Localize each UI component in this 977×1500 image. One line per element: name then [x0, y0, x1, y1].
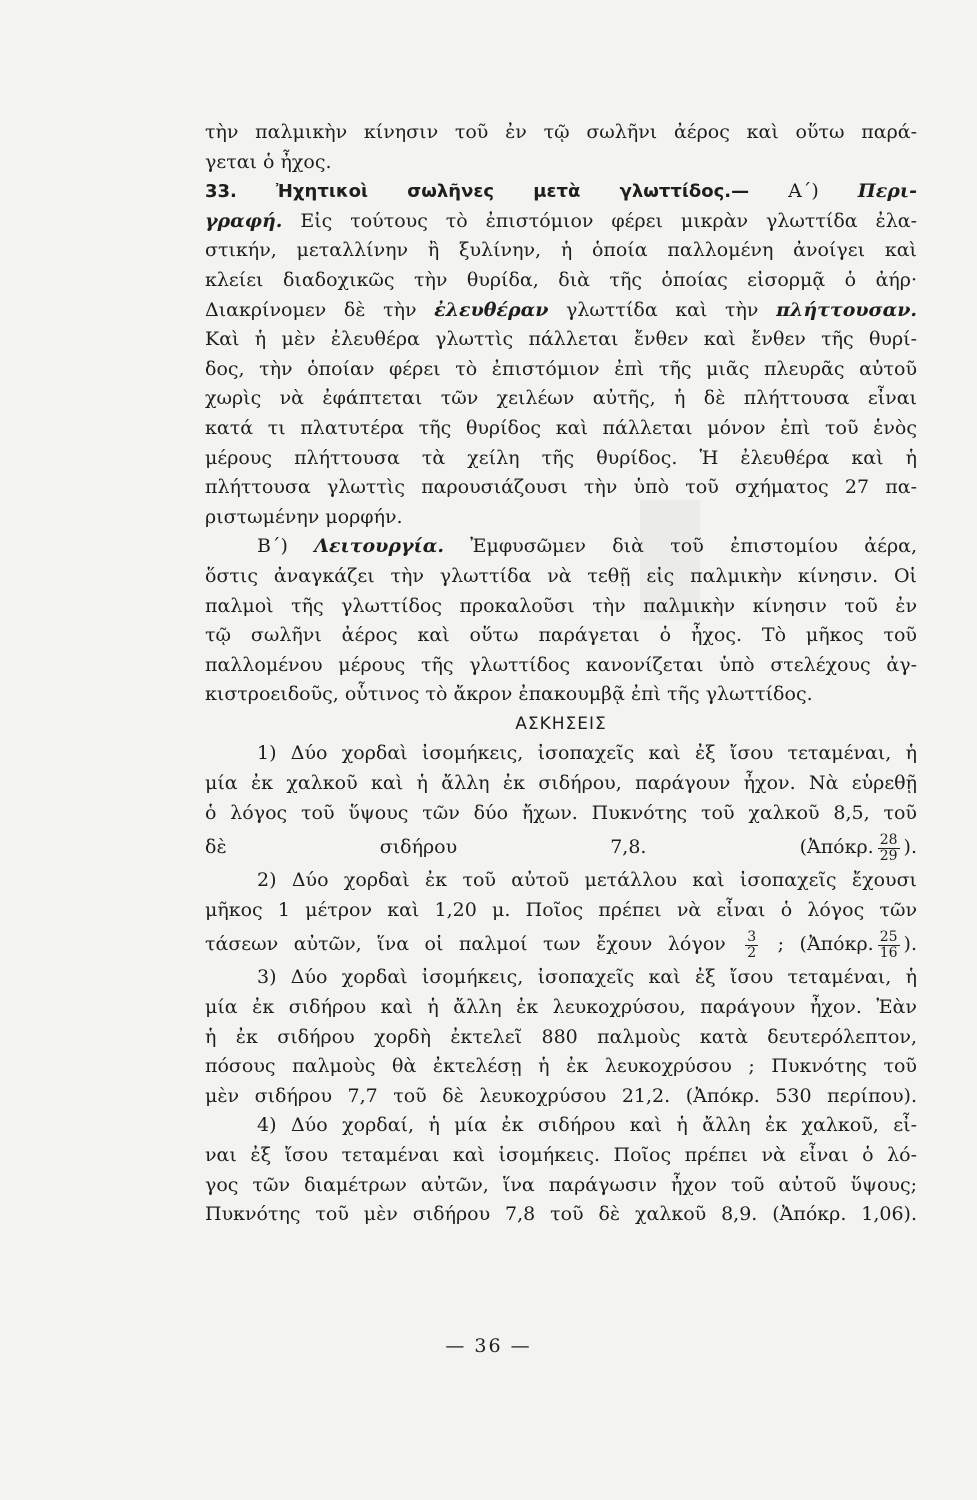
section-heading-33	[205, 177, 917, 207]
fraction-numerator: 25	[879, 928, 898, 945]
subsection-title: Λειτουργία.	[314, 535, 444, 558]
fraction-denominator: 16	[879, 944, 898, 961]
text-span: γλωττίδα καὶ τὴν	[566, 298, 759, 321]
text-span: ; (Ἀπόκρ.	[777, 933, 874, 956]
term-free-reed: ἐλευθέραν	[434, 298, 549, 321]
answer-1	[799, 831, 917, 864]
text-line: δος, τὴν ὁποίαν φέρει τὸ ἐπιστόμιον ἐπὶ τῆς μιᾶς πλευρᾶς αὐτοῦ	[205, 357, 917, 380]
text-span: Εἰς τούτους τὸ ἐπιστόμιον φέρει μικρὰν γλωττίδα ἐλα-	[300, 209, 917, 232]
exercise-3-line: μὲν σιδήρου 7,7 τοῦ δὲ λευκοχρύσου 21,2. (Ἀπόκρ. 530 περίπου).	[205, 1084, 917, 1107]
text-line: Καὶ ἡ μὲν ἐλευθέρα γλωττὶς πάλλεται ἔνθεν καὶ ἔνθεν τῆς θυρί-	[205, 328, 917, 351]
exercise-4-line: 4) Δύο χορδαί, ἡ μία ἐκ σιδήρου καὶ ἡ ἄλλη ἐκ χαλκοῦ, εἶ-	[257, 1114, 917, 1137]
text-line	[205, 207, 917, 237]
exercise-4-line: Πυκνότης τοῦ μὲν σιδήρου 7,8 τοῦ δὲ χαλκοῦ 8,9. (Ἀπόκρ. 1,06).	[205, 1203, 917, 1226]
exercise-1-line: 1) Δύο χορδαὶ ἰσομήκεις, ἰσοπαχεῖς καὶ ἐξ ἴσου τεταμέναι, ἡ	[257, 742, 917, 765]
exercise-1-line	[205, 828, 917, 866]
text-line: παλλομένου μέρους τῆς γλωττίδος κανονίζεται ὑπὸ στελέχους ἀγ-	[205, 653, 917, 676]
subsection-title: Περι-	[857, 180, 917, 203]
section-number: 33.	[205, 181, 237, 203]
text-line: κατά τι πλατυτέρα τῆς θυρίδος καὶ πάλλεται μόνον ἐπὶ τοῦ ἑνὸς	[205, 416, 917, 439]
text-span: ).	[903, 836, 917, 859]
text-line: πλήττουσα γλωττὶς παρουσιάζουσι τὴν ὑπὸ τοῦ σχήματος 27 πα-	[205, 476, 917, 499]
section-title: Ἠχητικοὶ σωλῆνες μετὰ γλωττίδος.—	[275, 181, 750, 203]
fraction	[878, 833, 900, 864]
exercise-2-line: μῆκος 1 μέτρον καὶ 1,20 μ. Ποῖος πρέπει νὰ εἶναι ὁ λόγος τῶν	[205, 898, 917, 921]
text-line: κλείει διαδοχικῶς τὴν θυρίδα, διὰ τῆς ὁποίας εἰσορμᾷ ὁ ἀήρ·	[205, 268, 917, 291]
exercise-2-line	[205, 925, 917, 963]
subsection-title-cont: γραφή.	[205, 209, 283, 232]
page-number: — 36 —	[445, 1335, 532, 1357]
text-line	[205, 296, 917, 326]
text-span: Ἐμφυσῶμεν διὰ τοῦ ἐπιστομίου ἀέρα,	[470, 535, 918, 558]
page-body	[205, 118, 917, 1230]
text-span: δὲ σιδήρου 7,8.	[205, 836, 647, 859]
text-line: γεται ὁ ἦχος.	[205, 150, 332, 173]
exercise-4-line: ναι ἐξ ἴσου τεταμέναι καὶ ἰσομήκεις. Ποῖος πρέπει νὰ εἶναι ὁ λό-	[205, 1144, 917, 1166]
fraction-denominator: 29	[879, 847, 898, 864]
text-line: παλμοὶ τῆς γλωττίδος προκαλοῦσι τὴν παλμικὴν κίνησιν τοῦ ἐν	[205, 594, 917, 617]
fraction	[745, 930, 758, 961]
text-line: ὅστις ἀναγκάζει τὴν γλωττίδα νὰ τεθῇ εἰς παλμικὴν κίνησιν. Οἱ	[205, 564, 917, 587]
fraction	[878, 930, 900, 961]
answer-label: (Ἀπόκρ.	[799, 836, 874, 859]
subsection-label: Α΄)	[788, 180, 819, 203]
exercise-3-line: πόσους παλμοὺς θὰ ἐκτελέσῃ ἡ ἐκ λευκοχρύσου ; Πυκνότης τοῦ	[205, 1055, 917, 1078]
exercise-3-line: μία ἐκ σιδήρου καὶ ἡ ἄλλη ἐκ λευκοχρύσου, παράγουν ἦχον. Ἐὰν	[205, 996, 917, 1019]
term-beating-reed: πλήττουσαν.	[776, 298, 917, 321]
text-line	[205, 532, 917, 562]
fraction-denominator: 2	[747, 944, 757, 961]
exercise-1-line: ὁ λόγος τοῦ ὕψους τῶν δύο ἤχων. Πυκνότης τοῦ χαλκοῦ 8,5, τοῦ	[205, 801, 917, 824]
text-line: στικήν, μεταλλίνην ἢ ξυλίνην, ἡ ὁποία παλλομένη ἀνοίγει καὶ	[205, 239, 917, 262]
exercise-1-line: μία ἐκ χαλκοῦ καὶ ἡ ἄλλη ἐκ σιδήρου, παράγουν ἦχον. Νὰ εὑρεθῇ	[205, 772, 917, 795]
text-span: τάσεων αὐτῶν, ἵνα οἱ παλμοί των ἔχουν λόγον	[205, 933, 726, 956]
exercises-heading: ΑΣΚΗΣΕΙΣ	[515, 713, 607, 734]
exercise-4-line: γος τῶν διαμέτρων αὐτῶν, ἵνα παράγωσιν ἦχον τοῦ αὐτοῦ ὕψους;	[205, 1173, 917, 1196]
text-line: ριστωμένην μορφήν.	[205, 505, 403, 528]
text-line: τὴν παλμικὴν κίνησιν τοῦ ἐν τῷ σωλῆνι ἀέρος καὶ οὕτω παρά-	[205, 121, 917, 143]
subsection-label: Β΄)	[257, 535, 288, 558]
text-line: μέρους πλήττουσα τὰ χείλη τῆς θυρίδος. Ἡ ἐλευθέρα καὶ ἡ	[205, 446, 917, 469]
exercise-3-line: 3) Δύο χορδαὶ ἰσομήκεις, ἰσοπαχεῖς καὶ ἐξ ἴσου τεταμέναι, ἡ	[257, 966, 917, 989]
text-line: χωρὶς νὰ ἐφάπτεται τῶν χειλέων αὐτῆς, ἡ δὲ πλήττουσα εἶναι	[205, 387, 917, 410]
fraction-numerator: 28	[879, 831, 898, 848]
text-line: τῷ σωλῆνι ἀέρος καὶ οὕτω παράγεται ὁ ἦχος. Τὸ μῆκος τοῦ	[205, 624, 917, 647]
fraction-numerator: 3	[747, 928, 757, 945]
exercise-3-line: ἡ ἐκ σιδήρου χορδὴ ἐκτελεῖ 880 παλμοὺς κατὰ δευτερόλεπτον,	[205, 1025, 917, 1048]
text-line: κιστροειδοῦς, οὗτινος τὸ ἄκρον ἐπακουμβᾷ ἐπὶ τῆς γλωττίδος.	[205, 683, 813, 706]
text-span: ).	[903, 933, 917, 956]
text-span: Διακρίνομεν δὲ τὴν	[205, 298, 417, 321]
exercise-2-line: 2) Δύο χορδαὶ ἐκ τοῦ αὐτοῦ μετάλλου καὶ ἰσοπαχεῖς ἔχουσι	[257, 869, 917, 892]
